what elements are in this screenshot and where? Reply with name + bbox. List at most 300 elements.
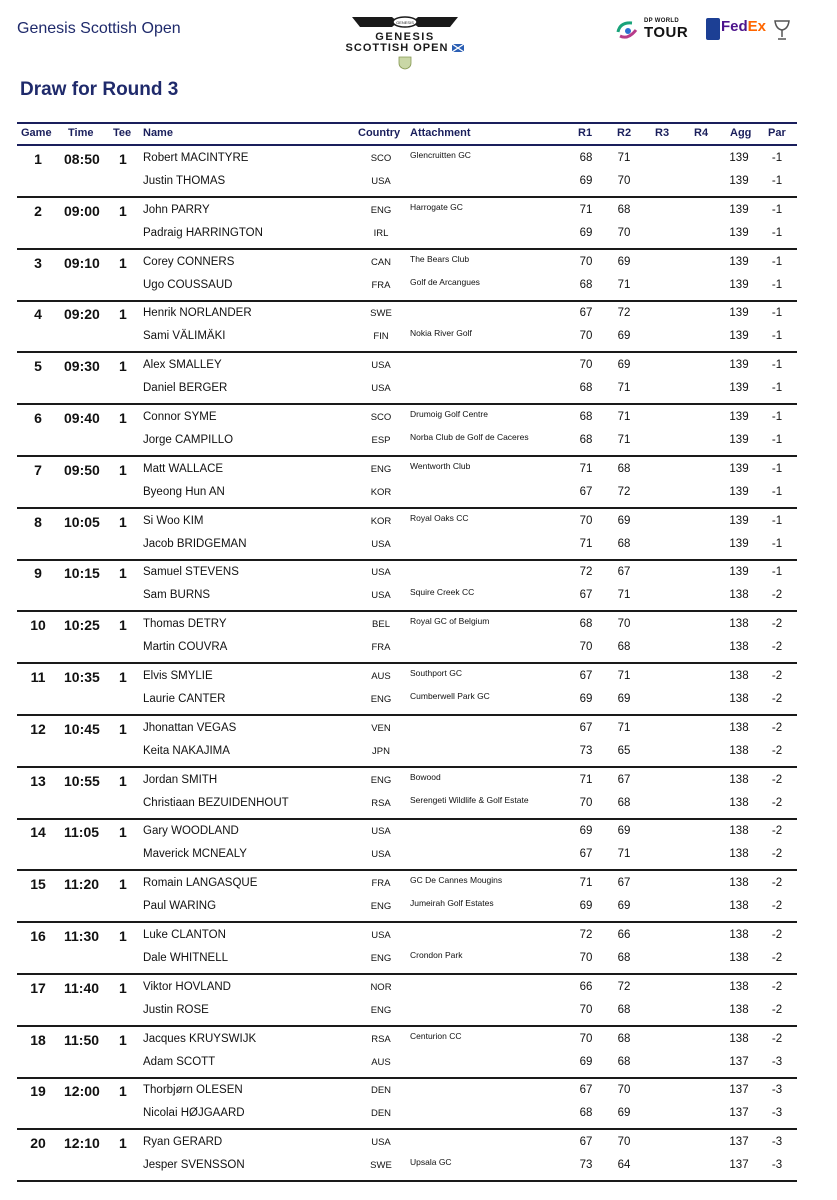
player-name: Sami VÄLIMÄKI <box>143 330 226 343</box>
tee-number: 1 <box>119 1135 127 1152</box>
score-par: -1 <box>771 514 783 527</box>
player-name: Thomas DETRY <box>143 618 227 631</box>
score-par: -1 <box>771 278 783 291</box>
tee-number: 1 <box>119 1083 127 1100</box>
column-header-r4: R4 <box>694 127 709 139</box>
header-top-rule <box>17 122 797 124</box>
tee-number: 1 <box>119 669 127 685</box>
score-r2: 69 <box>617 693 631 705</box>
logo-line-genesis: GENESIS <box>375 31 435 43</box>
score-r2: 68 <box>617 1003 631 1016</box>
score-par: -1 <box>771 175 783 187</box>
score-par: -1 <box>771 307 783 320</box>
player-country: ENG <box>370 204 392 216</box>
score-par: -1 <box>771 537 783 550</box>
game-number: 11 <box>30 669 46 685</box>
player-name: Padraig HARRINGTON <box>143 226 263 239</box>
player-country: RSA <box>371 1033 391 1045</box>
score-r1: 69 <box>579 175 593 187</box>
score-agg: 138 <box>729 1003 749 1016</box>
score-par: -1 <box>771 330 783 343</box>
column-header-par: Par <box>768 127 786 139</box>
score-par: -2 <box>771 693 783 705</box>
score-r2: 71 <box>617 721 631 734</box>
game-number: 9 <box>34 565 42 582</box>
genesis-wings-icon <box>350 14 460 30</box>
game-number: 8 <box>34 513 42 530</box>
score-r1: 71 <box>579 462 593 475</box>
player-country: USA <box>371 567 391 579</box>
tee-number: 1 <box>119 202 127 219</box>
player-attachment: Jumeirah Golf Estates <box>410 898 494 909</box>
player-country: ESP <box>371 435 391 446</box>
score-par: -1 <box>771 359 783 372</box>
score-r1: 73 <box>579 744 593 757</box>
player-name: Gary WOODLAND <box>143 825 239 838</box>
score-par: -2 <box>771 744 783 757</box>
score-r2: 69 <box>617 514 631 527</box>
score-agg: 138 <box>729 848 749 861</box>
score-agg: 139 <box>729 226 749 239</box>
score-r2: 68 <box>617 1055 631 1068</box>
player-country: ENG <box>370 953 392 964</box>
score-par: -3 <box>771 1084 783 1097</box>
score-agg: 139 <box>729 382 749 395</box>
score-r2: 70 <box>617 175 631 187</box>
game-separator <box>17 973 797 975</box>
player-name: John PARRY <box>143 203 210 216</box>
score-r2: 69 <box>617 330 631 343</box>
score-r2: 71 <box>617 382 631 395</box>
player-name: Ryan GERARD <box>143 1136 223 1149</box>
player-name: Justin ROSE <box>143 1003 209 1016</box>
score-r2: 71 <box>617 411 631 423</box>
score-r1: 70 <box>579 1003 593 1016</box>
round-title: Draw for Round 3 <box>20 79 179 100</box>
player-country: USA <box>371 1137 391 1149</box>
player-country: KOR <box>370 486 392 498</box>
player-name: Connor SYME <box>143 411 217 423</box>
score-agg: 139 <box>729 255 749 268</box>
game-number: 15 <box>30 876 46 893</box>
score-r1: 68 <box>579 411 593 423</box>
player-country: SCO <box>370 412 392 423</box>
score-agg: 139 <box>729 566 749 579</box>
score-r1: 71 <box>579 773 593 786</box>
player-country: USA <box>371 383 391 395</box>
player-country: FIN <box>373 331 389 343</box>
score-par: -2 <box>771 721 783 734</box>
score-r1: 69 <box>579 1055 593 1068</box>
score-par: -1 <box>771 226 783 239</box>
player-name: Dale WHITNELL <box>143 952 228 964</box>
tee-time: 09:20 <box>64 306 100 323</box>
score-r2: 69 <box>617 1107 631 1120</box>
score-r1: 69 <box>579 825 593 838</box>
player-country: IRL <box>373 227 389 239</box>
score-r1: 70 <box>579 255 593 268</box>
game-number: 18 <box>30 1031 46 1048</box>
score-r1: 70 <box>579 641 593 654</box>
score-agg: 137 <box>729 1136 749 1149</box>
score-agg: 138 <box>729 900 749 913</box>
game-number: 14 <box>30 824 46 841</box>
score-r2: 68 <box>617 952 631 964</box>
player-name: Paul WARING <box>143 900 217 913</box>
player-country: FRA <box>371 279 391 291</box>
score-r2: 71 <box>617 589 631 602</box>
score-agg: 137 <box>729 1159 749 1172</box>
player-attachment: Golf de Arcangues <box>410 276 480 287</box>
score-r1: 68 <box>579 1107 593 1120</box>
score-r1: 68 <box>579 382 593 395</box>
logo-line-scottish-open: SCOTTISH OPEN <box>340 42 470 54</box>
score-par: -2 <box>771 773 783 786</box>
score-r1: 70 <box>579 514 593 527</box>
game-separator <box>17 1180 797 1182</box>
tee-number: 1 <box>119 565 127 582</box>
player-country: ENG <box>370 694 392 705</box>
score-r1: 70 <box>579 796 593 809</box>
score-r2: 69 <box>617 255 631 268</box>
player-attachment: Squire Creek CC <box>410 587 475 598</box>
player-attachment: Wentworth Club <box>410 460 471 471</box>
score-r1: 66 <box>579 980 593 993</box>
score-agg: 139 <box>729 203 749 216</box>
score-r2: 67 <box>617 773 631 786</box>
player-country: FRA <box>371 878 391 890</box>
game-separator <box>17 455 797 457</box>
score-r1: 68 <box>579 152 593 164</box>
score-agg: 139 <box>729 514 749 527</box>
score-r2: 70 <box>617 226 631 239</box>
score-agg: 138 <box>729 744 749 757</box>
score-agg: 138 <box>729 773 749 786</box>
score-agg: 138 <box>729 929 749 941</box>
score-par: -1 <box>771 382 783 395</box>
game-separator <box>17 196 797 198</box>
player-country: ENG <box>370 774 392 786</box>
player-name: Alex SMALLEY <box>143 359 222 372</box>
player-name: Thorbjørn OLESEN <box>143 1084 243 1097</box>
player-country: SCO <box>370 153 392 164</box>
score-r1: 70 <box>579 359 593 372</box>
game-number: 7 <box>34 461 42 478</box>
saltire-flag-icon <box>452 44 464 52</box>
player-name: Jesper SVENSSON <box>143 1159 245 1172</box>
score-r1: 71 <box>579 203 593 216</box>
column-header-tee: Tee <box>113 127 132 139</box>
score-agg: 139 <box>729 462 749 475</box>
tee-time: 10:15 <box>64 565 100 582</box>
game-number: 16 <box>30 928 46 944</box>
player-country: ENG <box>370 463 392 475</box>
player-name: Sam BURNS <box>143 589 211 602</box>
score-r1: 69 <box>579 693 593 705</box>
player-country: DEN <box>370 1108 392 1120</box>
player-name: Ugo COUSSAUD <box>143 278 233 291</box>
game-separator <box>17 610 797 612</box>
tee-number: 1 <box>119 410 127 426</box>
score-r2: 66 <box>617 929 631 941</box>
score-r2: 71 <box>617 670 631 682</box>
player-name: Corey CONNERS <box>143 255 235 268</box>
column-header-game: Game <box>21 127 52 139</box>
player-name: Laurie CANTER <box>143 693 226 705</box>
svg-text:GENESIS: GENESIS <box>396 20 414 25</box>
player-attachment: Norba Club de Golf de Caceres <box>410 432 529 442</box>
score-r2: 68 <box>617 641 631 654</box>
tee-time: 10:45 <box>64 720 100 737</box>
score-agg: 138 <box>729 825 749 838</box>
player-country: SWE <box>370 1160 392 1172</box>
player-country: USA <box>371 826 391 838</box>
player-name: Viktor HOVLAND <box>143 980 231 993</box>
game-number: 17 <box>30 979 46 996</box>
player-country: JPN <box>372 745 390 757</box>
tee-number: 1 <box>119 306 127 323</box>
player-attachment: Glencruitten GC <box>410 150 471 160</box>
player-name: Jacob BRIDGEMAN <box>143 537 247 550</box>
tour-text: TOUR <box>644 24 689 41</box>
player-country: DEN <box>370 1085 392 1097</box>
score-par: -2 <box>771 825 783 838</box>
player-country: BEL <box>372 619 390 631</box>
player-name: Jhonattan VEGAS <box>143 721 237 734</box>
player-name: Matt WALLACE <box>143 462 224 475</box>
game-separator <box>17 248 797 250</box>
score-r2: 71 <box>617 434 631 446</box>
game-number: 2 <box>34 202 42 219</box>
score-par: -2 <box>771 618 783 631</box>
game-separator <box>17 559 797 561</box>
tee-time: 10:35 <box>64 669 100 685</box>
score-agg: 138 <box>729 1032 749 1045</box>
player-attachment: Royal GC of Belgium <box>410 616 490 627</box>
score-agg: 138 <box>729 796 749 809</box>
score-r2: 71 <box>617 848 631 861</box>
score-agg: 139 <box>729 152 749 164</box>
score-agg: 138 <box>729 693 749 705</box>
player-name: Luke CLANTON <box>143 929 226 941</box>
game-number: 3 <box>34 254 42 271</box>
score-par: -3 <box>771 1136 783 1149</box>
score-r2: 72 <box>617 485 631 498</box>
tee-number: 1 <box>119 876 127 893</box>
game-separator <box>17 714 797 716</box>
score-r2: 68 <box>617 203 631 216</box>
score-par: -2 <box>771 1032 783 1045</box>
score-r1: 69 <box>579 900 593 913</box>
player-country: USA <box>371 590 391 602</box>
player-country: USA <box>371 849 391 861</box>
score-agg: 138 <box>729 641 749 654</box>
score-par: -2 <box>771 796 783 809</box>
score-r2: 70 <box>617 618 631 631</box>
score-agg: 138 <box>729 877 749 890</box>
score-agg: 138 <box>729 618 749 631</box>
score-agg: 139 <box>729 485 749 498</box>
game-separator <box>17 351 797 353</box>
player-country: AUS <box>371 1056 391 1068</box>
game-separator <box>17 507 797 509</box>
player-attachment: Drumoig Golf Centre <box>410 409 488 419</box>
column-header-country: Country <box>358 127 401 139</box>
player-attachment: Crondon Park <box>410 950 463 960</box>
game-separator <box>17 818 797 820</box>
score-r1: 73 <box>579 1159 593 1172</box>
game-number: 4 <box>34 306 42 323</box>
player-country: USA <box>371 930 391 941</box>
score-r2: 69 <box>617 359 631 372</box>
score-r1: 71 <box>579 537 593 550</box>
tee-time: 09:40 <box>64 410 100 426</box>
player-country: FRA <box>371 642 391 654</box>
fedex-cup-trophy-icon <box>773 19 791 41</box>
score-r1: 67 <box>579 1136 593 1149</box>
score-r1: 67 <box>579 721 593 734</box>
player-country: NOR <box>370 981 392 993</box>
tee-number: 1 <box>119 617 127 634</box>
score-par: -2 <box>771 929 783 941</box>
game-separator <box>17 1128 797 1130</box>
score-agg: 139 <box>729 411 749 423</box>
score-r1: 72 <box>579 566 593 579</box>
column-header-attachment: Attachment <box>410 127 471 139</box>
score-r2: 68 <box>617 537 631 550</box>
score-r1: 67 <box>579 589 593 602</box>
player-name: Adam SCOTT <box>143 1055 216 1068</box>
tee-time: 10:25 <box>64 617 100 634</box>
tee-time: 12:10 <box>64 1135 100 1152</box>
score-par: -1 <box>771 411 783 423</box>
score-par: -1 <box>771 203 783 216</box>
score-par: -1 <box>771 434 783 446</box>
player-attachment: Bowood <box>410 771 441 782</box>
score-agg: 138 <box>729 589 749 602</box>
pga-tour-logo <box>706 18 720 40</box>
player-attachment: Centurion CC <box>410 1030 462 1041</box>
player-country: AUS <box>371 671 391 682</box>
score-agg: 139 <box>729 359 749 372</box>
tee-time: 10:05 <box>64 513 100 530</box>
player-attachment: The Bears Club <box>410 253 470 264</box>
game-number: 1 <box>34 151 42 167</box>
tee-time: 09:10 <box>64 254 100 271</box>
score-par: -2 <box>771 877 783 890</box>
score-r1: 67 <box>579 1084 593 1097</box>
player-country: RSA <box>371 797 391 809</box>
score-r2: 65 <box>617 744 631 757</box>
tee-time: 11:20 <box>64 876 100 893</box>
score-agg: 139 <box>729 175 749 187</box>
player-name: Jorge CAMPILLO <box>143 434 234 446</box>
score-r2: 69 <box>617 825 631 838</box>
tee-time: 10:55 <box>64 772 100 789</box>
score-par: -3 <box>771 1159 783 1172</box>
player-name: Keita NAKAJIMA <box>143 744 230 757</box>
game-separator <box>17 300 797 302</box>
game-separator <box>17 1077 797 1079</box>
score-agg: 138 <box>729 952 749 964</box>
score-r2: 64 <box>617 1159 631 1172</box>
score-par: -3 <box>771 1055 783 1068</box>
player-attachment: Harrogate GC <box>410 201 463 212</box>
tee-time: 11:05 <box>64 824 100 841</box>
tee-time: 09:00 <box>64 202 100 219</box>
tee-time: 08:50 <box>64 151 100 167</box>
tee-number: 1 <box>119 254 127 271</box>
player-name: Samuel STEVENS <box>143 566 239 579</box>
game-separator <box>17 662 797 664</box>
player-name: Elvis SMYLIE <box>143 670 213 682</box>
tee-number: 1 <box>119 720 127 737</box>
column-header-time: Time <box>68 127 94 139</box>
score-r1: 70 <box>579 952 593 964</box>
player-name: Henrik NORLANDER <box>143 307 252 320</box>
column-header-r1: R1 <box>578 127 593 139</box>
game-separator <box>17 1025 797 1027</box>
player-country: USA <box>371 360 391 372</box>
score-agg: 139 <box>729 330 749 343</box>
score-r1: 68 <box>579 618 593 631</box>
score-par: -2 <box>771 980 783 993</box>
tee-time: 11:40 <box>64 979 100 996</box>
score-par: -1 <box>771 485 783 498</box>
player-country: SWE <box>370 308 392 320</box>
game-number: 12 <box>30 720 46 737</box>
score-r1: 67 <box>579 307 593 320</box>
tee-time: 11:50 <box>64 1031 100 1048</box>
player-name: Christiaan BEZUIDENHOUT <box>143 796 289 809</box>
player-attachment: Upsala GC <box>410 1157 452 1168</box>
column-header-r3: R3 <box>655 127 670 139</box>
player-name: Nicolai HØJGAARD <box>143 1107 245 1120</box>
score-r2: 67 <box>617 566 631 579</box>
game-separator <box>17 766 797 768</box>
player-name: Jacques KRUYSWIJK <box>143 1032 257 1045</box>
tee-number: 1 <box>119 461 127 478</box>
column-header-name: Name <box>143 127 173 139</box>
tee-time: 09:30 <box>64 358 100 375</box>
dp-world-tour-swirl-icon <box>614 18 642 42</box>
header-bottom-rule <box>17 144 797 146</box>
score-r1: 72 <box>579 929 593 941</box>
score-r2: 71 <box>617 152 631 164</box>
score-r2: 69 <box>617 900 631 913</box>
score-agg: 139 <box>729 278 749 291</box>
player-attachment: Cumberwell Park GC <box>410 691 490 701</box>
score-agg: 138 <box>729 670 749 682</box>
score-r1: 68 <box>579 278 593 291</box>
player-name: Byeong Hun AN <box>143 485 225 498</box>
game-number: 5 <box>34 358 42 375</box>
score-par: -1 <box>771 566 783 579</box>
score-r2: 68 <box>617 796 631 809</box>
player-attachment: Serengeti Wildlife & Golf Estate <box>410 794 529 805</box>
event-title: Genesis Scottish Open <box>17 20 181 37</box>
player-attachment: GC De Cannes Mougins <box>410 875 503 886</box>
score-par: -2 <box>771 900 783 913</box>
score-r1: 70 <box>579 330 593 343</box>
score-r1: 70 <box>579 1032 593 1045</box>
score-par: -3 <box>771 1107 783 1120</box>
score-agg: 138 <box>729 721 749 734</box>
player-name: Justin THOMAS <box>143 175 226 187</box>
player-name: Romain LANGASQUE <box>143 877 258 890</box>
column-header-agg: Agg <box>730 127 752 139</box>
player-attachment: Southport GC <box>410 668 462 678</box>
